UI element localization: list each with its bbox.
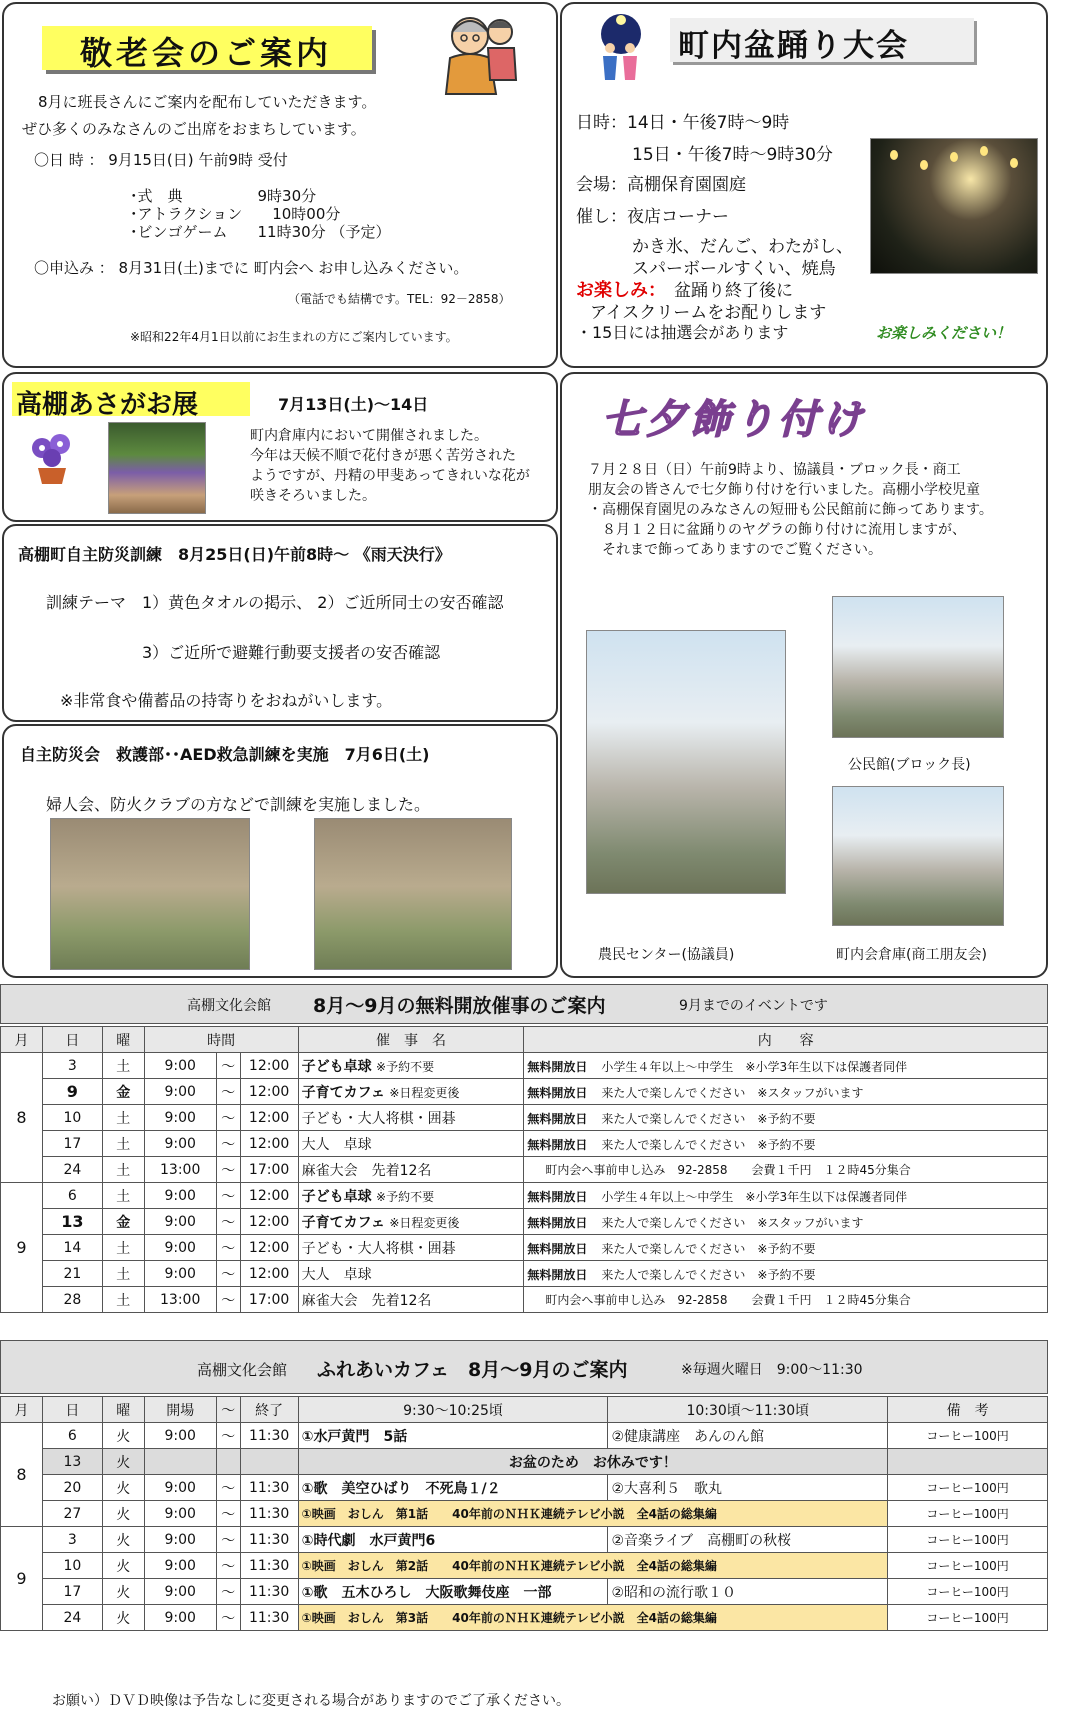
keirou-title: 敬老会のご案内 <box>80 34 333 72</box>
keirou-section <box>2 2 558 368</box>
event-name-cell <box>298 1261 524 1287</box>
month-cell: 8 <box>1 1423 43 1527</box>
asagao-title: 高棚あさがお展 <box>16 390 199 420</box>
event-name: 子ども卓球 <box>301 1058 372 1075</box>
end-cell: 17:00 <box>240 1287 298 1313</box>
day-cell: 28 <box>42 1287 102 1313</box>
content-text: 来た人で楽しんでください ※予約不要 <box>601 1241 816 1256</box>
day-cell: 10 <box>42 1553 102 1579</box>
end-cell: 12:00 <box>240 1105 298 1131</box>
program1-cell: ①水戸黄門 5話 <box>298 1423 608 1449</box>
day-cell: 24 <box>42 1157 102 1183</box>
end-cell: 12:00 <box>240 1053 298 1079</box>
bousai-theme2: 3）ご近所で避難行動要支援者の安否確認 <box>142 643 441 662</box>
dow-cell: 火 <box>102 1527 144 1553</box>
start-cell <box>144 1449 216 1475</box>
bon-photo <box>870 138 1038 274</box>
aed-photo-2 <box>314 818 512 970</box>
day-cell: 14 <box>42 1235 102 1261</box>
keirou-line2: ぜひ多くのみなさんのご出席をおまちしています。 <box>22 120 366 138</box>
dow-cell: 土 <box>102 1105 144 1131</box>
event-name-cell <box>298 1209 524 1235</box>
bon-items1: かき氷、だんご、わたがし、 <box>632 237 853 257</box>
dow-cell: 火 <box>102 1423 144 1449</box>
event-name-note: ※日程変更後 <box>389 1085 460 1100</box>
day-cell: 27 <box>42 1501 102 1527</box>
start-cell: 13:00 <box>144 1157 216 1183</box>
program1-cell: ①映画 おしん 第2話 40年前のＮＨＫ連続テレビ小説 全4話の総集編 <box>298 1553 888 1579</box>
dow-cell: 火 <box>102 1605 144 1631</box>
remarks-cell: コーヒー100円 <box>888 1605 1048 1631</box>
table-row <box>1 1053 1048 1079</box>
tanabata-text2: 朋友会の皆さんで七夕飾り付けを行いました。高棚小学校児童 <box>588 482 980 498</box>
event-name-cell <box>298 1235 524 1261</box>
day-cell: 6 <box>42 1423 102 1449</box>
dow-cell: 土 <box>102 1183 144 1209</box>
dow-cell: 火 <box>102 1475 144 1501</box>
tanabata-cap3: 町内会倉庫(商工朋友会) <box>836 947 987 963</box>
bon-fun-text2: アイスクリームをお配りします <box>590 303 827 323</box>
day-cell: 10 <box>42 1105 102 1131</box>
end-cell: 11:30 <box>240 1501 298 1527</box>
end-cell: 12:00 <box>240 1235 298 1261</box>
sep-cell: ～ <box>216 1235 240 1261</box>
col-close: 終了 <box>240 1397 298 1423</box>
col-day: 日 <box>42 1397 102 1423</box>
dow-cell: 土 <box>102 1261 144 1287</box>
keirou-note: ※昭和22年4月1日以前にお生まれの方にご案内しています。 <box>130 330 458 344</box>
keirou-apply: 〇申込み ： 8月31日(土)までに 町内会へ お申し込みください。 <box>34 259 469 277</box>
dow-cell: 火 <box>102 1553 144 1579</box>
table-row <box>1 1423 1048 1449</box>
day-cell: 17 <box>42 1579 102 1605</box>
tanabata-text1: ７月２８日（日）午前9時より、協議員・ブロック長・商工 <box>588 462 961 478</box>
col-dow: 曜 <box>102 1397 144 1423</box>
end-cell: 12:00 <box>240 1209 298 1235</box>
program1-cell: ①歌 五木ひろし 大阪歌舞伎座 一部 <box>298 1579 608 1605</box>
bon-section <box>560 2 1048 368</box>
sep-cell: ～ <box>216 1553 240 1579</box>
dow-cell: 土 <box>102 1053 144 1079</box>
bon-event: 催し：夜店コーナー <box>576 207 729 227</box>
end-cell: 11:30 <box>240 1579 298 1605</box>
tanabata-title: 七夕飾り付け <box>602 397 866 443</box>
day-cell: 13 <box>42 1209 102 1235</box>
table-row <box>1 1183 1048 1209</box>
events-header-row <box>1 1027 1048 1053</box>
end-cell: 11:30 <box>240 1553 298 1579</box>
events-venue: 高棚文化会館 <box>187 998 271 1014</box>
free-day-tag: 無料開放日 <box>527 1215 588 1230</box>
month-cell: 8 <box>1 1053 43 1183</box>
table-row <box>1 1131 1048 1157</box>
end-cell: 12:00 <box>240 1261 298 1287</box>
dow-cell: 土 <box>102 1157 144 1183</box>
table-row <box>1 1157 1048 1183</box>
col-month: 月 <box>1 1397 43 1423</box>
dow-cell: 火 <box>102 1579 144 1605</box>
event-name: 麻雀大会 先着12名 <box>301 1162 432 1179</box>
end-cell <box>240 1449 298 1475</box>
day-cell: 13 <box>42 1449 102 1475</box>
free-day-tag: 無料開放日 <box>527 1241 588 1256</box>
end-cell: 12:00 <box>240 1079 298 1105</box>
day-cell: 20 <box>42 1475 102 1501</box>
content-cell <box>524 1287 1048 1313</box>
program2-cell: ②健康講座 あんのん館 <box>608 1423 888 1449</box>
table-row <box>1 1287 1048 1313</box>
sep-cell: ～ <box>216 1579 240 1605</box>
event-name-cell <box>298 1053 524 1079</box>
end-cell: 11:30 <box>240 1423 298 1449</box>
table-row <box>1 1605 1048 1631</box>
bon-date2: 15日・午後7時～9時30分 <box>632 145 833 165</box>
start-cell: 9:00 <box>144 1053 216 1079</box>
remarks-cell: コーヒー100円 <box>888 1475 1048 1501</box>
bon-venue: 会場：高棚保育園園庭 <box>576 175 746 195</box>
event-name-cell <box>298 1131 524 1157</box>
content-text: 来た人で楽しんでください ※スタッフがいます <box>601 1215 864 1230</box>
holiday-notice: お盆のため お休みです！ <box>298 1449 888 1475</box>
program1-cell: ①映画 おしん 第1話 40年前のＮＨＫ連続テレビ小説 全4話の総集編 <box>298 1501 888 1527</box>
sep-cell: ～ <box>216 1423 240 1449</box>
tanabata-text3: ・高棚保育園児のみなさんの短冊も公民館前に飾ってあります。 <box>588 502 993 518</box>
tanabata-section <box>560 372 1048 978</box>
col-time: 時間 <box>144 1027 298 1053</box>
asagao-text1: 町内倉庫内において開催されました。 <box>250 428 488 444</box>
end-cell: 11:30 <box>240 1475 298 1501</box>
bon-dancers-icon <box>590 12 652 82</box>
col-content: 内 容 <box>524 1027 1048 1053</box>
event-name-note: ※予約不要 <box>376 1189 435 1204</box>
remarks-cell: コーヒー100円 <box>888 1527 1048 1553</box>
start-cell: 9:00 <box>144 1131 216 1157</box>
col-open: 開場 <box>144 1397 216 1423</box>
free-day-tag: 無料開放日 <box>527 1059 588 1074</box>
start-cell: 9:00 <box>144 1261 216 1287</box>
content-cell <box>524 1261 1048 1287</box>
start-cell: 9:00 <box>144 1501 216 1527</box>
sep-cell <box>216 1449 240 1475</box>
content-text: 町内会へ事前申し込み 92-2858 会費１千円 １２時45分集合 <box>545 1163 911 1177</box>
table-row <box>1 1579 1048 1605</box>
keirou-phone: （電話でも結構です。TEL：92－2858） <box>288 292 511 306</box>
keirou-sched2: ･アトラクション 10時00分 <box>130 205 341 223</box>
table-row <box>1 1475 1048 1501</box>
day-cell: 3 <box>42 1053 102 1079</box>
aed-title: 自主防災会 救護部･･AED救急訓練を実施 7月6日(土) <box>20 745 430 764</box>
dow-cell: 土 <box>102 1131 144 1157</box>
aed-photo-1 <box>50 818 250 970</box>
col-month: 月 <box>1 1027 43 1053</box>
day-cell: 17 <box>42 1131 102 1157</box>
event-name: 大人 卓球 <box>301 1266 372 1283</box>
bon-fun-label: お楽しみ： <box>576 280 666 301</box>
bon-title: 町内盆踊り大会 <box>678 28 909 64</box>
table-row <box>1 1449 1048 1475</box>
free-day-tag: 無料開放日 <box>527 1267 588 1282</box>
morning-glory-icon <box>24 430 80 486</box>
month-cell: 9 <box>1 1183 43 1313</box>
col-day: 日 <box>42 1027 102 1053</box>
program1-cell: ①歌 美空ひばり 不死鳥１/２ <box>298 1475 608 1501</box>
day-cell: 9 <box>42 1079 102 1105</box>
event-name: 子育てカフェ <box>301 1214 385 1231</box>
start-cell: 13:00 <box>144 1287 216 1313</box>
bousai-title: 高棚町自主防災訓練 8月25日(日)午前8時～ 《雨天決行》 <box>18 545 451 564</box>
program1-cell: ①時代劇 水戸黄門6 <box>298 1527 608 1553</box>
remarks-cell: コーヒー100円 <box>888 1423 1048 1449</box>
remarks-cell: コーヒー100円 <box>888 1553 1048 1579</box>
cafe-venue: 高棚文化会館 <box>197 1361 288 1379</box>
sep-cell: ～ <box>216 1183 240 1209</box>
asagao-text4: 咲きそろいました。 <box>250 488 376 504</box>
program2-cell: ②大喜利５ 歌丸 <box>608 1475 888 1501</box>
content-text: 来た人で楽しんでください ※スタッフがいます <box>601 1085 864 1100</box>
cafe-title-band <box>0 1340 1048 1394</box>
table-row <box>1 1079 1048 1105</box>
sep-cell: ～ <box>216 1475 240 1501</box>
table-row <box>1 1527 1048 1553</box>
sep-cell: ～ <box>216 1209 240 1235</box>
free-day-tag: 無料開放日 <box>527 1137 588 1152</box>
end-cell: 17:00 <box>240 1157 298 1183</box>
event-name-note: ※予約不要 <box>376 1059 435 1074</box>
sep-cell: ～ <box>216 1079 240 1105</box>
start-cell: 9:00 <box>144 1579 216 1605</box>
sep-cell: ～ <box>216 1261 240 1287</box>
program2-cell: ②昭和の流行歌１０ <box>608 1579 888 1605</box>
month-cell: 9 <box>1 1527 43 1631</box>
keirou-sched3: ･ビンゴゲーム 11時30分 （予定） <box>130 223 391 241</box>
bon-lottery: ・15日には抽選会があります <box>576 323 789 342</box>
dow-cell: 金 <box>102 1209 144 1235</box>
event-name-cell <box>298 1157 524 1183</box>
start-cell: 9:00 <box>144 1209 216 1235</box>
col-event-name: 催 事 名 <box>298 1027 524 1053</box>
content-cell <box>524 1157 1048 1183</box>
sep-cell: ～ <box>216 1501 240 1527</box>
events-title-band <box>0 984 1048 1024</box>
tanabata-cap2: 農民センター(協議員) <box>598 947 735 963</box>
content-cell <box>524 1235 1048 1261</box>
tanabata-text5: それまで飾ってありますのでご覧ください。 <box>602 542 882 558</box>
event-name: 大人 卓球 <box>301 1136 372 1153</box>
keirou-line1: 8月に班長さんにご案内を配布していただきます。 <box>38 93 377 111</box>
bousai-section <box>2 524 558 722</box>
sep-cell: ～ <box>216 1131 240 1157</box>
elderly-couple-icon <box>440 10 520 98</box>
free-day-tag: 無料開放日 <box>527 1111 588 1126</box>
events-sub: 9月までのイベントです <box>679 998 828 1014</box>
content-text: 来た人で楽しんでください ※予約不要 <box>601 1137 816 1152</box>
content-cell <box>524 1079 1048 1105</box>
event-name-cell <box>298 1079 524 1105</box>
tanabata-photo-kouminkan <box>832 596 1004 738</box>
cafe-sub: ※毎週火曜日 9:00～11:30 <box>681 1362 863 1378</box>
day-cell: 3 <box>42 1527 102 1553</box>
col-program1: 9:30～10:25頃 <box>298 1397 608 1423</box>
start-cell: 9:00 <box>144 1235 216 1261</box>
start-cell: 9:00 <box>144 1605 216 1631</box>
cafe-header-row <box>1 1397 1048 1423</box>
table-row <box>1 1235 1048 1261</box>
content-text: 来た人で楽しんでください ※予約不要 <box>601 1111 816 1126</box>
free-day-tag: 無料開放日 <box>527 1189 588 1204</box>
aed-section <box>2 724 558 978</box>
asagao-section <box>2 372 558 522</box>
tanabata-photo-souko <box>832 786 1004 926</box>
event-name-cell <box>298 1287 524 1313</box>
remarks-cell <box>888 1449 1048 1475</box>
start-cell: 9:00 <box>144 1475 216 1501</box>
remarks-cell: コーヒー100円 <box>888 1579 1048 1605</box>
col-remarks: 備 考 <box>888 1397 1048 1423</box>
col-program2: 10:30頃～11:30頃 <box>608 1397 888 1423</box>
program1-cell: ①映画 おしん 第3話 40年前のＮＨＫ連続テレビ小説 全4話の総集編 <box>298 1605 888 1631</box>
asagao-text3: ようですが、丹精の甲斐あってきれいな花が <box>250 468 530 484</box>
event-name-cell <box>298 1105 524 1131</box>
bousai-theme1: 訓練テーマ 1）黄色タオルの掲示、 2）ご近所同士の安否確認 <box>46 593 504 612</box>
content-cell <box>524 1105 1048 1131</box>
start-cell: 9:00 <box>144 1423 216 1449</box>
dow-cell: 火 <box>102 1449 144 1475</box>
table-row <box>1 1105 1048 1131</box>
event-name: 麻雀大会 先着12名 <box>301 1292 432 1309</box>
bousai-note: ※非常食や備蓄品の持寄りをおねがいします。 <box>60 691 393 710</box>
col-sep: ～ <box>216 1397 240 1423</box>
bon-date1: 日時：14日・午後7時～9時 <box>576 113 790 133</box>
table-row <box>1 1501 1048 1527</box>
sep-cell: ～ <box>216 1287 240 1313</box>
free-day-tag: 無料開放日 <box>527 1085 588 1100</box>
events-title: 8月～9月の無料開放催事のご案内 <box>313 995 606 1017</box>
keirou-sched1: ･式 典 9時30分 <box>130 187 317 205</box>
start-cell: 9:00 <box>144 1079 216 1105</box>
bon-enjoy: お楽しみください！ <box>876 324 1012 342</box>
events-table <box>0 1026 1048 1313</box>
sep-cell: ～ <box>216 1157 240 1183</box>
dow-cell: 土 <box>102 1287 144 1313</box>
day-cell: 24 <box>42 1605 102 1631</box>
tanabata-text4: ８月１２日に盆踊りのヤグラの飾り付けに流用しますが、 <box>602 522 966 538</box>
keirou-datetime: 〇日 時 ： 9月15日(日) 午前9時 受付 <box>34 151 288 169</box>
asagao-photo <box>108 422 206 514</box>
remarks-cell: コーヒー100円 <box>888 1501 1048 1527</box>
bon-fun-text1: 盆踊り終了後に <box>674 281 793 301</box>
sep-cell: ～ <box>216 1053 240 1079</box>
end-cell: 11:30 <box>240 1527 298 1553</box>
sep-cell: ～ <box>216 1527 240 1553</box>
bon-items2: スパーボールすくい、焼鳥 <box>632 259 836 279</box>
start-cell: 9:00 <box>144 1105 216 1131</box>
content-text: 小学生４年以上～中学生 ※小学3年生以下は保護者同伴 <box>601 1189 908 1204</box>
event-name: 子ども・大人将棋・囲碁 <box>301 1240 456 1257</box>
start-cell: 9:00 <box>144 1527 216 1553</box>
table-row <box>1 1209 1048 1235</box>
table-row <box>1 1261 1048 1287</box>
cafe-table <box>0 1396 1048 1631</box>
dow-cell: 金 <box>102 1079 144 1105</box>
event-name: 子育てカフェ <box>301 1084 385 1101</box>
event-name-cell <box>298 1183 524 1209</box>
start-cell: 9:00 <box>144 1553 216 1579</box>
table-row <box>1 1553 1048 1579</box>
sep-cell: ～ <box>216 1105 240 1131</box>
tanabata-cap1: 公民館(ブロック長) <box>848 757 971 773</box>
end-cell: 12:00 <box>240 1183 298 1209</box>
end-cell: 11:30 <box>240 1605 298 1631</box>
asagao-text2: 今年は天候不順で花付きが悪く苦労された <box>250 448 516 464</box>
content-cell <box>524 1183 1048 1209</box>
content-cell <box>524 1209 1048 1235</box>
event-name: 子ども・大人将棋・囲碁 <box>301 1110 456 1127</box>
start-cell: 9:00 <box>144 1183 216 1209</box>
cafe-title: ふれあいカフェ 8月～9月のご案内 <box>317 1359 628 1381</box>
tanabata-photo-noumin <box>586 630 786 894</box>
content-cell <box>524 1131 1048 1157</box>
day-cell: 21 <box>42 1261 102 1287</box>
dow-cell: 土 <box>102 1235 144 1261</box>
asagao-date: 7月13日(土)～14日 <box>278 395 429 414</box>
sep-cell: ～ <box>216 1605 240 1631</box>
content-cell <box>524 1053 1048 1079</box>
content-text: 小学生４年以上～中学生 ※小学3年生以下は保護者同伴 <box>601 1059 908 1074</box>
dow-cell: 火 <box>102 1501 144 1527</box>
cafe-footer: お願い）ＤＶＤ映像は予告なしに変更される場合がありますのでご了承ください。 <box>52 1693 570 1709</box>
aed-text: 婦人会、防火クラブの方などで訓練を実施しました。 <box>46 795 431 814</box>
end-cell: 12:00 <box>240 1131 298 1157</box>
program2-cell: ②音楽ライブ 高棚町の秋桜 <box>608 1527 888 1553</box>
event-name-note: ※日程変更後 <box>389 1215 460 1230</box>
col-dow: 曜 <box>102 1027 144 1053</box>
content-text: 町内会へ事前申し込み 92-2858 会費１千円 １２時45分集合 <box>545 1293 911 1307</box>
day-cell: 6 <box>42 1183 102 1209</box>
content-text: 来た人で楽しんでください ※予約不要 <box>601 1267 816 1282</box>
event-name: 子ども卓球 <box>301 1188 372 1205</box>
